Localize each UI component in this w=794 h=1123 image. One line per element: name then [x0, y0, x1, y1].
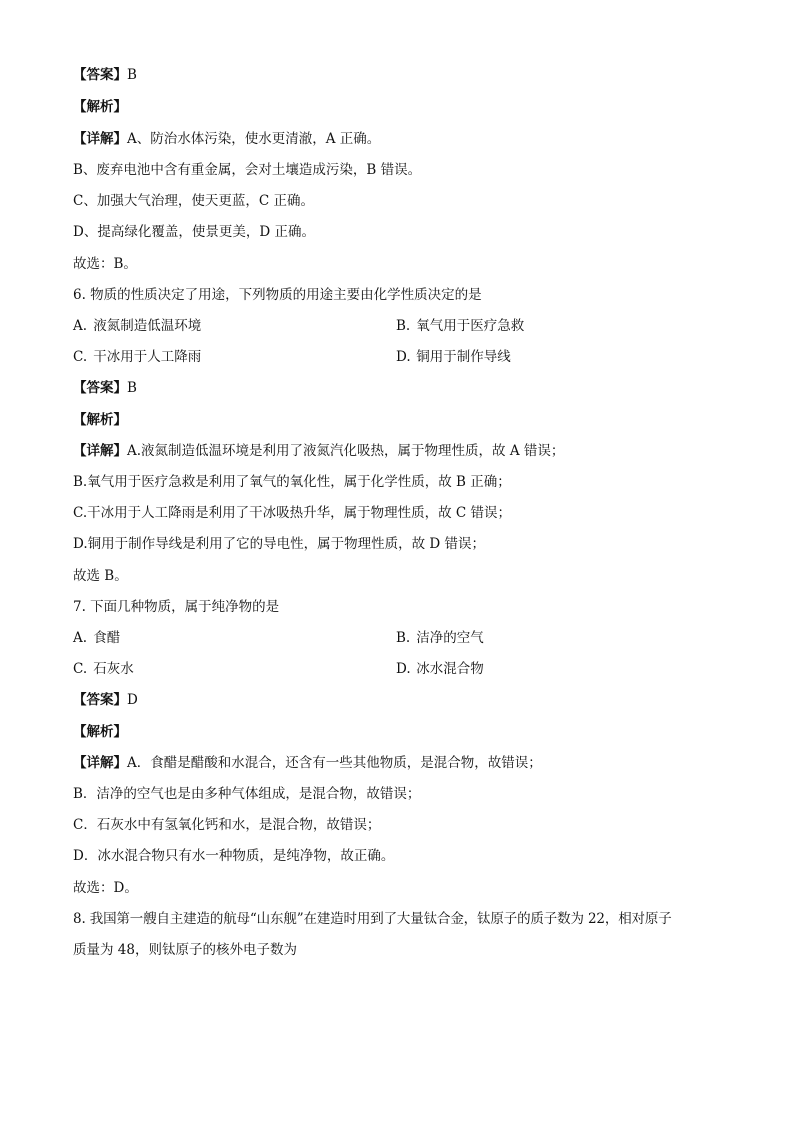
question-6: 6. 物质的性质决定了用途，下列物质的用途主要由化学性质决定的是 — [73, 287, 482, 303]
analysis-line-q7 — [73, 721, 733, 743]
option-letter: B. — [396, 318, 411, 334]
detail-tag: 【详解】 — [73, 755, 127, 771]
detail-tag: 【详解】 — [73, 131, 127, 147]
answer-line-q5 — [73, 64, 733, 86]
detail-line-q7-b: B．洁净的空气也是由多种气体组成，是混合物，故错误； — [73, 786, 421, 802]
q7-option-a — [73, 627, 393, 649]
answer-value: B — [127, 67, 137, 83]
answer-line-q6 — [73, 377, 733, 399]
option-letter: D. — [396, 349, 411, 365]
question-8-line-2: 质量为 48，则钛原子的核外电子数为 — [73, 942, 297, 958]
detail-line-q7-c: C．石灰水中有氢氧化钙和水，是混合物，故错误； — [73, 817, 381, 833]
option-text: 液氮制造低温环境 — [93, 318, 202, 334]
detail-line-q7-d: D．冰水混合物只有水一种物质，是纯净物，故正确。 — [73, 848, 395, 864]
option-letter: A. — [73, 318, 88, 334]
q6-option-c — [73, 346, 393, 368]
question-8-line-1: 8. 我国第一艘自主建造的航母“山东舰”在建造时用到了大量钛合金，钛原子的质子数为 22，相对原子 — [73, 911, 672, 927]
option-letter: A. — [73, 630, 88, 646]
q6-option-d — [396, 346, 726, 368]
detail-line-q6 — [73, 440, 733, 462]
option-letter: B. — [396, 630, 411, 646]
answer-tag: 【答案】 — [73, 380, 127, 396]
analysis-tag: 【解析】 — [73, 99, 127, 115]
question-7: 7. 下面几种物质，属于纯净物的是 — [73, 599, 280, 615]
detail-text: A．食醋是醋酸和水混合，还含有一些其他物质，是混合物，故错误； — [127, 755, 542, 771]
option-text: 石灰水 — [93, 661, 134, 677]
option-text: 干冰用于人工降雨 — [93, 349, 202, 365]
analysis-line-q5 — [73, 96, 733, 118]
analysis-line-q6 — [73, 409, 733, 431]
conclusion-q5: 故选：B。 — [73, 256, 137, 272]
q7-option-b — [396, 627, 726, 649]
q6-option-b — [396, 315, 726, 337]
option-text: 铜用于制作导线 — [416, 349, 511, 365]
detail-line-q5-c: C、加强大气治理，使天更蓝，C 正确。 — [73, 193, 314, 209]
detail-line-q5-b: B、废弃电池中含有重金属，会对土壤造成污染，B 错误。 — [73, 162, 422, 178]
detail-tag: 【详解】 — [73, 443, 127, 459]
option-text: 食醋 — [93, 630, 121, 646]
option-text: 冰水混合物 — [416, 661, 484, 677]
detail-text: A、防治水体污染，使水更清澈，A 正确。 — [127, 131, 381, 147]
conclusion-q6: 故选 B。 — [73, 568, 128, 584]
analysis-tag: 【解析】 — [73, 412, 127, 428]
detail-line-q6-d: D.铜用于制作导线是利用了它的导电性，属于物理性质，故 D 错误； — [73, 536, 486, 552]
q7-option-c — [73, 658, 393, 680]
q7-option-d — [396, 658, 726, 680]
detail-line-q6-b: B.氧气用于医疗急救是利用了氧气的氧化性，属于化学性质，故 B 正确； — [73, 474, 511, 490]
conclusion-q7: 故选：D。 — [73, 880, 138, 896]
answer-value: D — [127, 692, 138, 708]
answer-value: B — [127, 380, 137, 396]
option-letter: C. — [73, 349, 88, 365]
option-text: 氧气用于医疗急救 — [416, 318, 525, 334]
option-text: 洁净的空气 — [416, 630, 484, 646]
detail-line-q7 — [73, 752, 733, 774]
answer-tag: 【答案】 — [73, 692, 127, 708]
answer-line-q7 — [73, 689, 733, 711]
answer-tag: 【答案】 — [73, 67, 127, 83]
option-letter: D. — [396, 661, 411, 677]
detail-line-q5 — [73, 128, 733, 150]
detail-line-q6-c: C.干冰用于人工降雨是利用了干冰吸热升华，属于物理性质，故 C 错误； — [73, 505, 512, 521]
detail-text: A.液氮制造低温环境是利用了液氮汽化吸热，属于物理性质，故 A 错误； — [127, 443, 565, 459]
detail-line-q5-d: D、提高绿化覆盖，使景更美，D 正确。 — [73, 224, 315, 240]
analysis-tag: 【解析】 — [73, 724, 127, 740]
q6-option-a — [73, 315, 393, 337]
option-letter: C. — [73, 661, 88, 677]
